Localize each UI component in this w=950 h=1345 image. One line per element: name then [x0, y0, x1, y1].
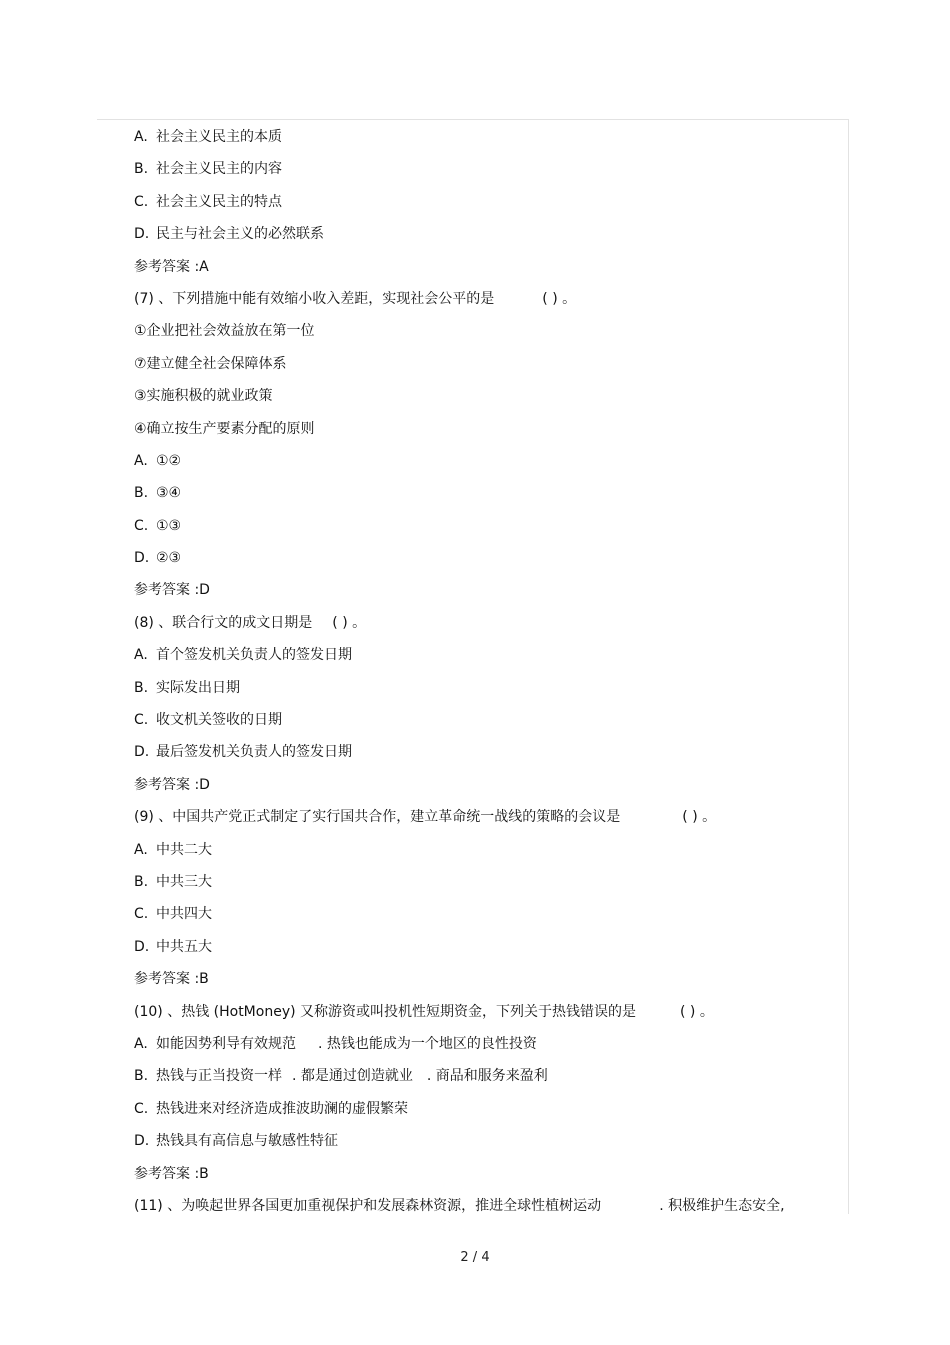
- line-text: 社会主义民主的本质: [156, 129, 282, 145]
- statement-item: [134, 383, 834, 415]
- line-text: 参考答案 :B: [134, 971, 209, 988]
- line-text: ①③: [156, 517, 182, 534]
- line-text: 中共五大: [156, 938, 212, 955]
- answer-option: [134, 837, 834, 869]
- option-letter: A.: [134, 452, 148, 469]
- option-letter: B.: [134, 1068, 149, 1085]
- line-text: 中共三大: [156, 873, 212, 890]
- line-text: (8) 、联合行文的成文日期是: [134, 614, 313, 631]
- line-text: 实际发出日期: [156, 679, 240, 696]
- option-letter: D.: [134, 1133, 150, 1150]
- line-text: 热钱进来对经济造成推波助澜的虚假繁荣: [156, 1100, 408, 1117]
- document-body: [134, 124, 834, 1225]
- line-text: 中共二大: [156, 841, 212, 858]
- line-tail: . 商品和服务来盈利: [426, 1068, 548, 1085]
- question-text: [134, 999, 834, 1031]
- line-tail: . 热钱也能成为一个地区的良性投资: [318, 1035, 537, 1052]
- question-text: [134, 804, 834, 836]
- answer-option: [134, 707, 834, 739]
- line-tail: ( ) 。: [332, 614, 367, 631]
- answer-option: [134, 448, 834, 480]
- line-text: (11) 、为唤起世界各国更加重视保护和发展森林资源，推进全球性植树运动: [134, 1197, 602, 1214]
- answer-option: [134, 1063, 834, 1095]
- option-letter: A.: [134, 647, 148, 664]
- line-text: 参考答案 :B: [134, 1165, 209, 1182]
- answer-option: [134, 675, 834, 707]
- statement-item: [134, 416, 834, 448]
- answer-option: [134, 480, 834, 512]
- line-text: 中共四大: [156, 906, 212, 923]
- option-letter: A.: [134, 841, 148, 858]
- line-text: 民主与社会主义的必然联系: [156, 226, 324, 243]
- line-text: 热钱具有高信息与敏感性特征: [156, 1133, 338, 1150]
- line-text: ③实施积极的就业政策: [134, 388, 273, 405]
- answer-option: [134, 901, 834, 933]
- line-tail: ( ) 。: [682, 809, 717, 826]
- answer-option: [134, 156, 834, 188]
- reference-answer: [134, 966, 834, 998]
- option-letter: B.: [134, 679, 149, 696]
- reference-answer: [134, 772, 834, 804]
- page-frame-top: [97, 119, 849, 120]
- statement-item: [134, 318, 834, 350]
- option-letter: C.: [134, 193, 149, 210]
- line-text: 参考答案 :A: [134, 258, 209, 275]
- option-letter: A.: [134, 129, 148, 145]
- option-letter: D.: [134, 938, 150, 955]
- reference-answer: [134, 254, 834, 286]
- line-tail: . 都是通过创造就业: [292, 1068, 413, 1085]
- line-text: 如能因势利导有效规范: [156, 1035, 296, 1052]
- answer-option: [134, 1031, 834, 1063]
- option-letter: D.: [134, 550, 150, 567]
- line-text: ①②: [156, 452, 182, 469]
- option-letter: B.: [134, 161, 149, 178]
- line-text: ③④: [156, 485, 182, 502]
- answer-option: [134, 642, 834, 674]
- line-text: 最后签发机关负责人的签发日期: [156, 744, 352, 761]
- option-letter: C.: [134, 712, 149, 729]
- line-text: 热钱与正当投资一样: [156, 1068, 282, 1085]
- option-letter: C.: [134, 1100, 149, 1117]
- line-text: ④确立按生产要素分配的原则: [134, 420, 315, 437]
- option-letter: C.: [134, 906, 149, 923]
- line-tail: . 积极维护生态安全,: [659, 1197, 785, 1214]
- line-text: 首个签发机关负责人的签发日期: [156, 647, 352, 664]
- option-letter: B.: [134, 485, 149, 502]
- answer-option: [134, 1128, 834, 1160]
- option-letter: C.: [134, 517, 149, 534]
- line-tail: ( ) 。: [680, 1003, 714, 1020]
- option-letter: D.: [134, 744, 150, 761]
- line-text: (7) 、下列措施中能有效缩小收入差距，实现社会公平的是: [134, 290, 495, 307]
- answer-option: [134, 189, 834, 221]
- line-text: ⑦建立健全社会保障体系: [134, 355, 287, 372]
- option-letter: A.: [134, 1035, 148, 1052]
- line-text: (9) 、中国共产党正式制定了实行国共合作，建立革命统一战线的策略的会议是: [134, 809, 621, 826]
- line-text: 参考答案 :D: [134, 582, 210, 599]
- reference-answer: [134, 577, 834, 609]
- question-text: [134, 610, 834, 642]
- page-number: 2 / 4: [460, 1250, 490, 1265]
- statement-item: [134, 351, 834, 383]
- answer-option: [134, 739, 834, 771]
- line-tail: ( ) 。: [542, 290, 577, 307]
- line-text: 参考答案 :D: [134, 776, 210, 793]
- question-text: [134, 286, 834, 318]
- answer-option: [134, 934, 834, 966]
- question-text: [134, 1193, 834, 1225]
- line-text: 社会主义民主的内容: [156, 161, 282, 178]
- answer-option: [134, 124, 834, 156]
- line-text: (10) 、热钱 (HotMoney) 又称游资或叫投机性短期资金，下列关于热钱错误的是: [134, 1003, 637, 1020]
- option-letter: D.: [134, 226, 150, 243]
- answer-option: [134, 513, 834, 545]
- line-text: ①企业把社会效益放在第一位: [134, 323, 315, 340]
- reference-answer: [134, 1161, 834, 1193]
- page-frame-right: [848, 119, 849, 1214]
- answer-option: [134, 545, 834, 577]
- answer-option: [134, 1096, 834, 1128]
- line-text: 社会主义民主的特点: [156, 193, 282, 210]
- option-letter: B.: [134, 873, 149, 890]
- line-text: 收文机关签收的日期: [156, 712, 282, 729]
- answer-option: [134, 221, 834, 253]
- answer-option: [134, 869, 834, 901]
- line-text: ②③: [156, 550, 182, 567]
